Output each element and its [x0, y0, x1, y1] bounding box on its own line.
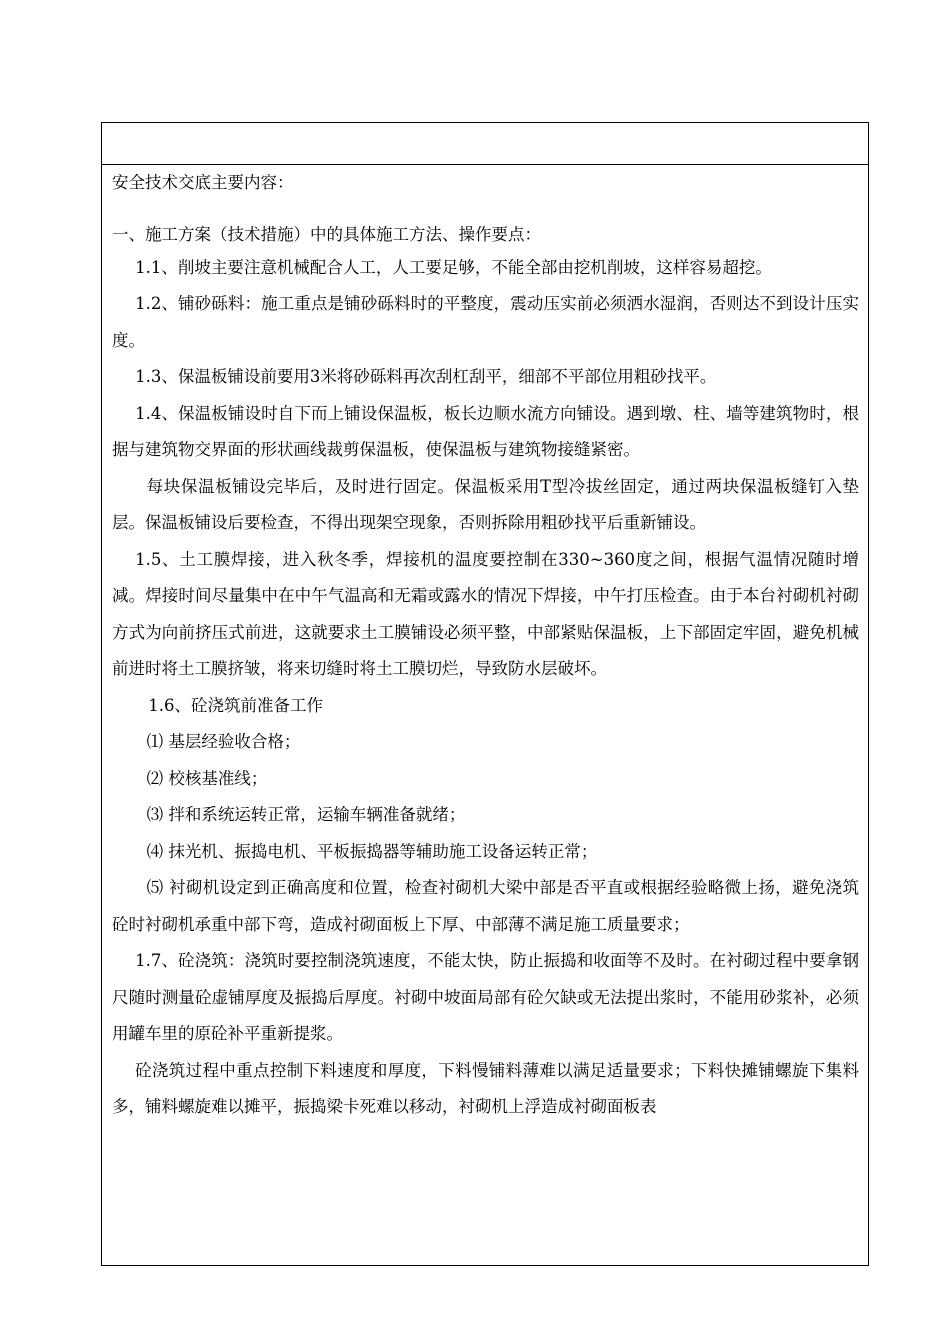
list-item: ⑷ 抹光机、振捣电机、平板振捣器等辅助施工设备运转正常； — [146, 841, 598, 861]
content-title: 安全技术交底主要内容： — [112, 173, 294, 192]
paragraph-1-2: 1.2、铺砂砾料：施工重点是铺砂砾料时的平整度，震动压实前必须洒水湿润，否则达不到设计压实度。 — [112, 294, 859, 350]
paragraph-1-7: 1.7、砼浇筑：浇筑时要控制浇筑速度，不能太快，防止振捣和收面等不及时。在衬砌过程中要拿钢尺随时测量砼虚铺厚度及振捣后厚度。衬砌中坡面局部有砼欠缺或无法提出浆时，不能用砂浆补，必须用罐车里的原砼补平重新提浆。 — [112, 951, 859, 1043]
paragraph-1-1: 1.1、削坡主要注意机械配合人工，人工要足够，不能全部由挖机削坡，这样容易超挖。 — [135, 257, 772, 277]
paragraph-1-4-continued: 每块保温板铺设完毕后，及时进行固定。保温板采用T型冷拔丝固定，通过两块保温板缝钉入垫层。保温板铺设后要检查，不得出现架空现象，否则拆除用粗砂找平后重新铺设。 — [112, 476, 859, 532]
content-cell — [102, 165, 868, 1265]
section-heading: 一、施工方案（技术措施）中的具体施工方法、操作要点： — [112, 224, 541, 244]
paragraph-1-6: 1.6、砼浇筑前准备工作 — [148, 695, 324, 715]
paragraph-1-3: 1.3、保温板铺设前要用3米将砂砾料再次刮杠刮平，细部不平部位用粗砂找平。 — [135, 367, 717, 386]
list-item: ⑵ 校核基准线； — [146, 768, 268, 788]
paragraph-1-4: 1.4、保温板铺设时自下而上铺设保温板，板长边顺水流方向铺设。遇到墩、柱、墙等建筑物时，根据与建筑物交界面的形状画线裁剪保温板，使保温板与建筑物接缝紧密。 — [112, 403, 859, 459]
paragraph-1-5: 1.5、土工膜焊接，进入秋冬季，焊接机的温度要控制在330~360度之间，根据气温情况随时增减。焊接时间尽量集中在中午气温高和无霜或露水的情况下焊接，中午打压检查。由于本台衬砌机衬砌方式为向前挤压式前进，这就要求土工膜铺设必须平整，中部紧贴保温板，上下部固定牢固，避免机械前进时将土工膜挤皱，将来切缝时将土工膜切烂，导致防水层破坏。 — [112, 549, 859, 678]
list-item: ⑴ 基层经验收合格； — [146, 732, 301, 751]
list-item: ⑸ 衬砌机设定到正确高度和位置，检查衬砌机大梁中部是否平直或根据经验略微上扬，避免浇筑砼时衬砌机承重中部下弯，造成衬砌面板上下厚、中部薄不满足施工质量要求； — [112, 878, 859, 934]
paragraph-1-7-continued: 砼浇筑过程中重点控制下料速度和厚度，下料慢铺料薄难以满足适量要求；下料快摊铺螺旋下集料多，铺料螺旋难以摊平，振捣梁卡死难以移动，衬砌机上浮造成衬砌面板表 — [112, 1060, 859, 1116]
spacer — [112, 202, 859, 220]
table-header-row — [102, 123, 868, 165]
document-table — [101, 122, 869, 1266]
list-item: ⑶ 拌和系统运转正常，运输车辆准备就绪； — [146, 805, 466, 824]
